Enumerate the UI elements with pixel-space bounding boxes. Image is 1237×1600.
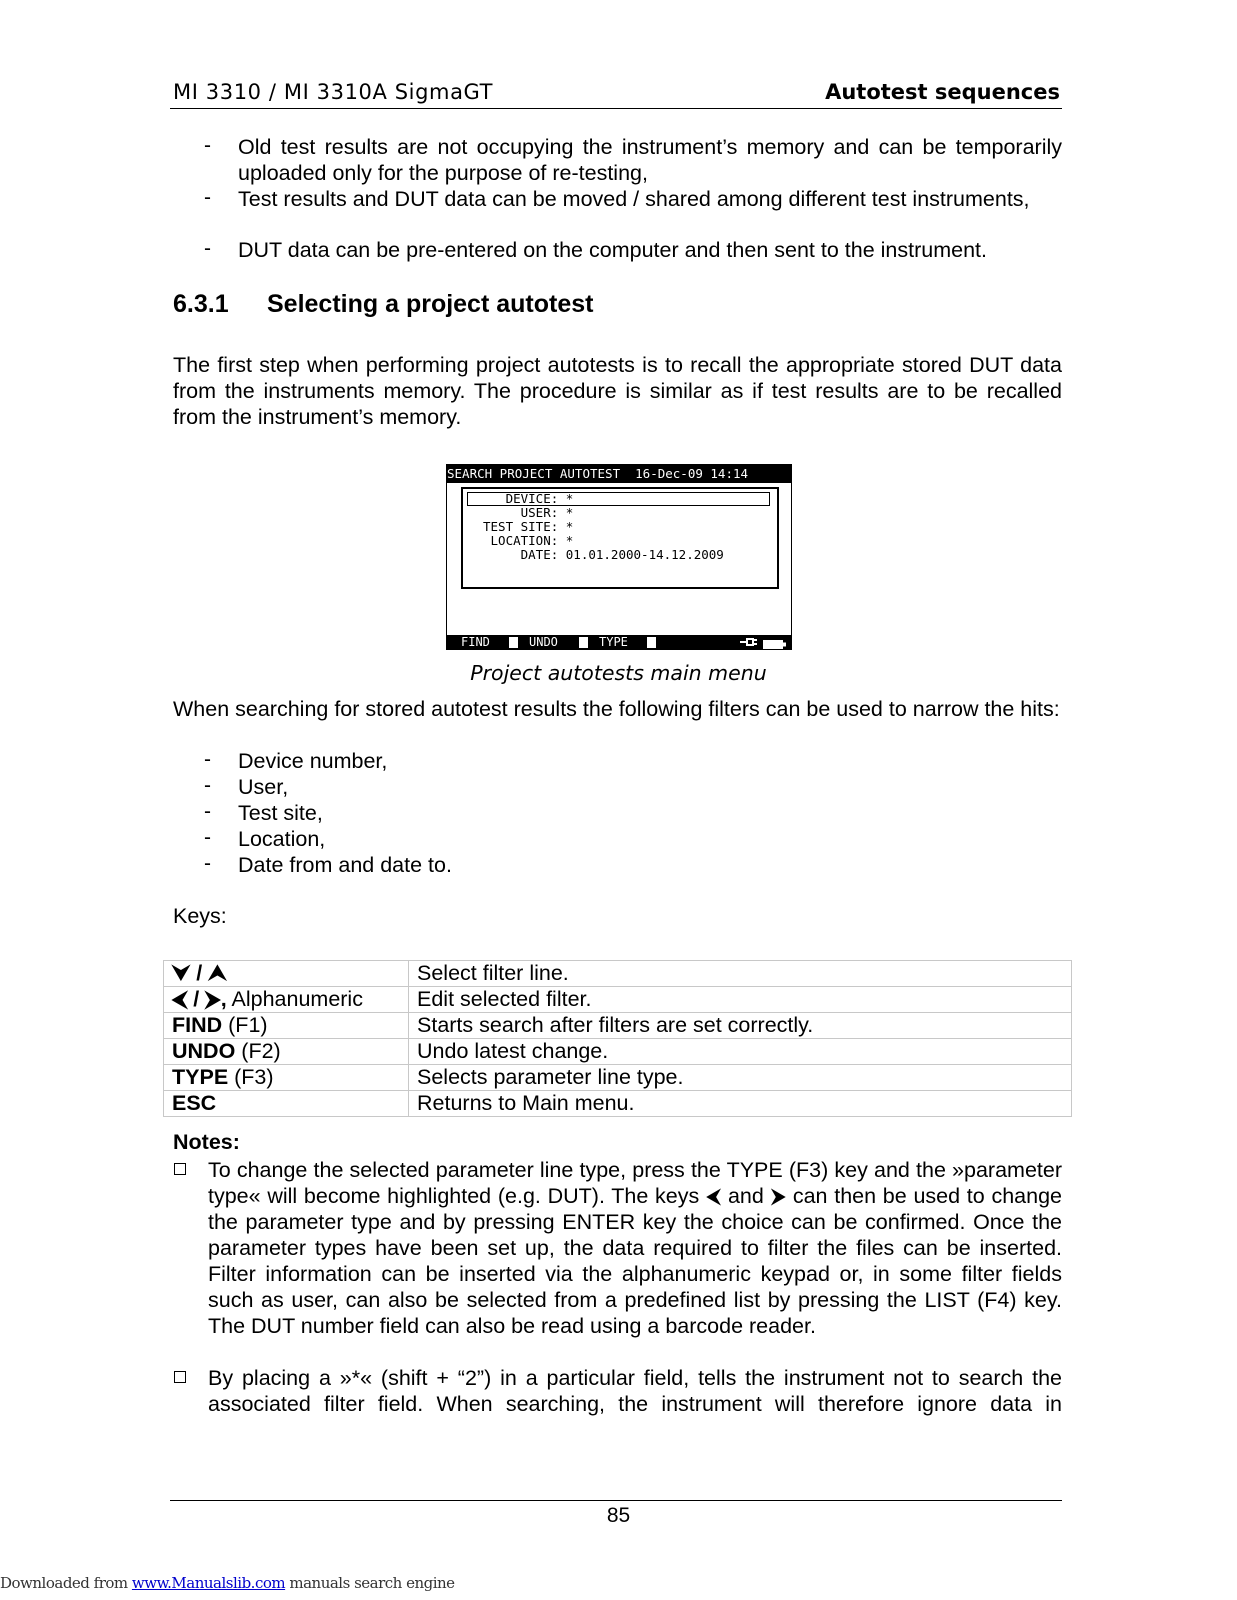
- dash-bullet: -: [204, 186, 211, 209]
- dash-bullet: -: [204, 774, 211, 797]
- key-cell: [164, 1065, 409, 1091]
- instrument-screen: [446, 464, 792, 650]
- key-cell: [164, 1039, 409, 1065]
- key-suffix: (F1): [222, 1013, 268, 1037]
- list-item: [170, 774, 1062, 800]
- list-item-text: Test results and DUT data can be moved / shared among different test instruments,: [238, 187, 1030, 211]
- key-description: Starts search after filters are set correctly.: [409, 1013, 1072, 1039]
- key-description: Selects parameter line type.: [409, 1065, 1072, 1091]
- list-item: [170, 186, 1062, 238]
- list-item: [170, 134, 1062, 186]
- key-suffix: Alphanumeric: [226, 987, 363, 1011]
- figure-caption: Project autotests main menu: [470, 661, 767, 685]
- list-item-text: Test site,: [238, 801, 323, 825]
- key-suffix: (F2): [235, 1039, 281, 1063]
- function-key-bar: [447, 635, 791, 649]
- header-divider: [170, 108, 1062, 109]
- note-item: [170, 1157, 1062, 1367]
- fkey-separator: [647, 637, 656, 648]
- filter-line-date: DATE: 01.01.2000-14.12.2009: [483, 547, 724, 562]
- dash-bullet: -: [204, 852, 211, 875]
- download-suffix: manuals search engine: [285, 1574, 455, 1592]
- list-item: [170, 800, 1062, 826]
- list-item-text: Old test results are not occupying the instrument’s memory and can be temporarily uploaded only for the purpose of re-testing,: [238, 135, 1062, 185]
- note-item: [170, 1365, 1062, 1417]
- battery-icon: [763, 638, 787, 652]
- list-item-text: Location,: [238, 827, 326, 851]
- manualslib-link[interactable]: www.Manualslib.com: [131, 1574, 286, 1592]
- dash-bullet: -: [204, 826, 211, 849]
- dash-bullet: -: [204, 134, 211, 157]
- key-cell: [164, 961, 409, 987]
- fkey-undo: UNDO: [529, 635, 558, 649]
- list-item-text: User,: [238, 775, 289, 799]
- fkey-type: TYPE: [599, 635, 628, 649]
- key-description: Returns to Main menu.: [409, 1091, 1072, 1117]
- key-description: Undo latest change.: [409, 1039, 1072, 1065]
- dash-bullet: -: [204, 237, 211, 260]
- list-item-text: DUT data can be pre-entered on the computer and then sent to the instrument.: [238, 238, 987, 262]
- table-row: [164, 1039, 1072, 1065]
- table-row: [164, 961, 1072, 987]
- download-prefix: Downloaded from: [0, 1574, 132, 1592]
- key-cell: [164, 987, 409, 1013]
- key-description: Edit selected filter.: [409, 987, 1072, 1013]
- filter-box: [461, 487, 779, 589]
- table-row: [164, 1091, 1072, 1117]
- paragraph: When searching for stored autotest results the following filters can be used to narrow the hits:: [173, 697, 1060, 721]
- table-row: [164, 1065, 1072, 1091]
- list-item: [170, 237, 1062, 263]
- keys-table: [163, 960, 1072, 1117]
- list-item: [170, 852, 1062, 878]
- paragraph: The first step when performing project autotests is to recall the appropriate stored DUT data from the instruments memory. The procedure is similar as if test results are to be recalled from the instrument’s memory.: [173, 353, 1062, 429]
- dash-bullet: -: [204, 748, 211, 771]
- list-item: [170, 826, 1062, 852]
- table-row: [164, 1013, 1072, 1039]
- note-text: To change the selected parameter line type, press the TYPE (F3) key and the »parameter type« will become highlighted (e.g. DUT). The keys ⮜ and ⮞ can then be used to change the parameter type and by pressing ENTER key the choice can be confirmed. Once the parameter types have been set up, the data required to filter the files can be inserted. Filter information can be inserted via the alphanumeric keypad or, in some filter fields such as user, can also be selected from a predefined list by pressing the LIST (F4) key. The DUT number field can also be read using a barcode reader.: [208, 1158, 1062, 1338]
- list-item-text: Device number,: [238, 749, 388, 773]
- dash-bullet: -: [204, 800, 211, 823]
- header-chapter-title: Autotest sequences: [825, 80, 1060, 104]
- filter-line-test-site: TEST SITE: *: [483, 519, 574, 534]
- footer-divider: [170, 1500, 1062, 1501]
- key-suffix: (F3): [228, 1065, 274, 1089]
- page-number: 85: [606, 1504, 631, 1527]
- table-row: [164, 987, 1072, 1013]
- notes-heading: Notes:: [173, 1130, 240, 1154]
- list-item: [170, 748, 1062, 774]
- section-number: 6.3.1: [173, 290, 229, 318]
- key-cell: [164, 1013, 409, 1039]
- key-name: UNDO: [172, 1039, 236, 1063]
- filter-line-device: DEVICE: *: [483, 491, 574, 506]
- key-name: TYPE: [172, 1065, 229, 1089]
- checkbox-bullet-icon: [174, 1163, 186, 1175]
- filter-line-user: USER: *: [483, 505, 574, 520]
- fkey-find: FIND: [461, 635, 490, 649]
- section-heading: [173, 290, 593, 319]
- key-description: Select filter line.: [409, 961, 1072, 987]
- screen-title-bar: SEARCH PROJECT AUTOTEST 16-Dec-09 14:14: [447, 465, 791, 483]
- list-item-text: Date from and date to.: [238, 853, 452, 877]
- section-title: Selecting a project autotest: [267, 290, 594, 318]
- key-name: ⮟ / ⮝: [172, 961, 227, 985]
- key-cell: [164, 1091, 409, 1117]
- key-name: ESC: [172, 1091, 217, 1115]
- plug-icon: [739, 635, 759, 649]
- note-text: By placing a »*« (shift + “2”) in a particular field, tells the instrument not to search the associated filter field. When searching, the instrument will therefore ignore data in: [208, 1366, 1062, 1416]
- fkey-separator: [509, 637, 518, 648]
- filter-line-location: LOCATION: *: [483, 533, 574, 548]
- key-name: ⮜ / ⮞,: [172, 987, 227, 1011]
- header-doc-title: MI 3310 / MI 3310A SigmaGT: [173, 80, 494, 104]
- keys-label: Keys:: [173, 904, 227, 928]
- fkey-separator: [579, 637, 588, 648]
- key-name: FIND: [172, 1013, 223, 1037]
- download-note: [0, 1574, 455, 1592]
- checkbox-bullet-icon: [174, 1371, 186, 1383]
